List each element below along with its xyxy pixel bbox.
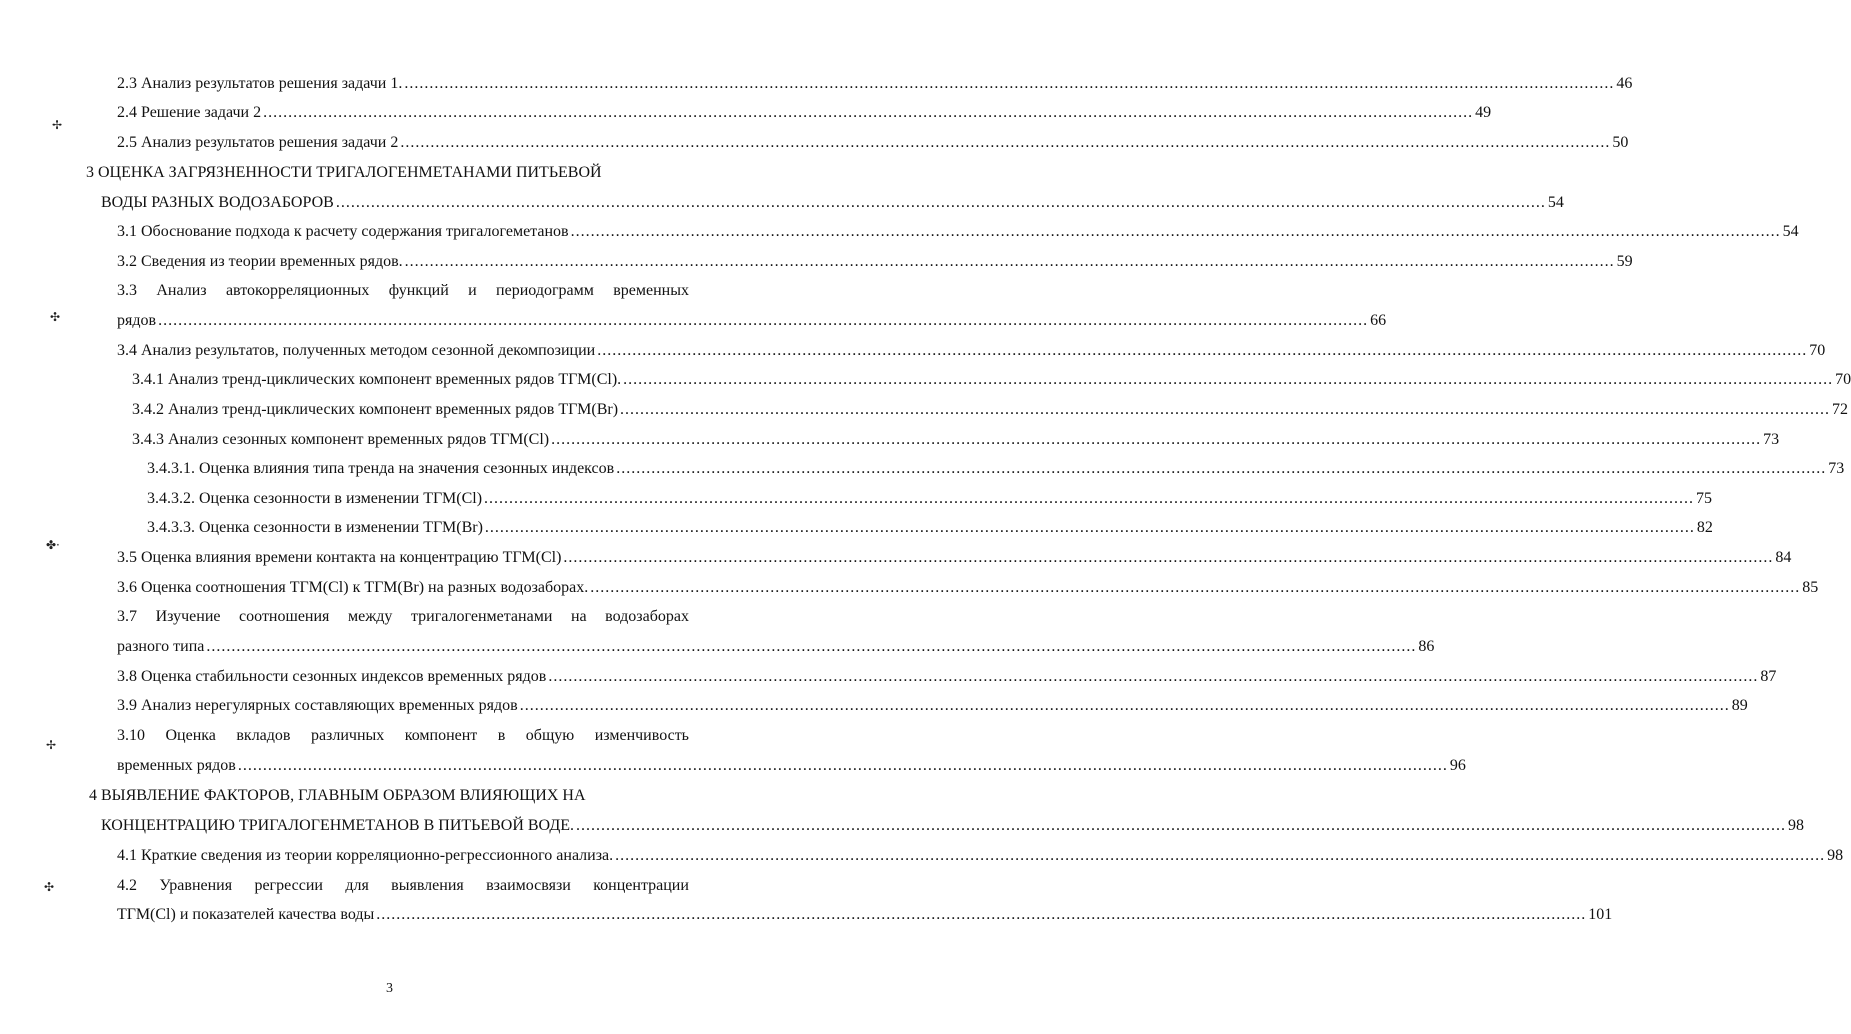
toc-entry-3-4-3-1 (147, 459, 1845, 479)
toc-word: водозаборах (605, 608, 689, 625)
toc-word: автокорреляционных (225, 282, 370, 299)
toc-page-number: 86 (1418, 638, 1435, 655)
toc-leader-dots (597, 341, 1807, 361)
toc-chapter-4-line-2 (101, 816, 1804, 836)
toc-word: тригалогенметанами (410, 608, 553, 625)
toc-entry-title: КОНЦЕНТРАЦИЮ ТРИГАЛОГЕНМЕТАНОВ В ПИТЬЕВОЙ ВОДЕ. (101, 817, 574, 834)
toc-page-number: 72 (1832, 401, 1849, 418)
toc-leader-dots (590, 578, 1800, 598)
toc-page-number: 50 (1612, 134, 1629, 151)
toc-entry-title: 3.4.3.1. Оценка влияния типа тренда на значения сезонных индексов (147, 460, 615, 477)
toc-entry-title: 3.4.3.3. Оценка сезонности в изменении ТГМ(Br) (147, 519, 483, 536)
toc-chapter-3-line-2 (101, 193, 1564, 213)
toc-entry-title: ВОДЫ РАЗНЫХ ВОДОЗАБОРОВ (101, 194, 334, 211)
toc-entry-3-4-1 (132, 370, 1851, 390)
toc-entry-3-10-line-2 (117, 756, 1466, 776)
toc-entry-3-4-3-2 (147, 489, 1713, 509)
toc-leader-dots (576, 816, 1786, 836)
toc-entry-title: 2.5 Анализ результатов решения задачи 2 (117, 134, 399, 151)
toc-leader-dots (376, 905, 1586, 925)
toc-word: Уравнения (159, 877, 233, 894)
toc-entry-3-3-line-2 (117, 311, 1387, 331)
toc-word: 4.2 (117, 877, 137, 894)
toc-entry-title: 2.4 Решение задачи 2 (117, 104, 262, 121)
toc-leader-dots (400, 133, 1610, 153)
toc-word: изменчивость (594, 727, 689, 744)
toc-word: функций (388, 282, 449, 299)
toc-entry-4-2-line-2 (117, 905, 1613, 925)
scan-speck: ✢ (46, 738, 57, 752)
toc-page-number: 98 (1827, 847, 1844, 864)
toc-page-number: 85 (1802, 579, 1819, 596)
toc-entry-title: 3.4.3.2. Оценка сезонности в изменении ТГМ(Cl) (147, 490, 483, 507)
toc-entry-title: разного типа (117, 638, 205, 655)
toc-entry-3-7-line-2 (117, 637, 1435, 657)
toc-word: между (347, 608, 393, 625)
toc-page-number: 84 (1775, 549, 1792, 566)
toc-leader-dots (238, 756, 1448, 776)
toc-entry-title: 3.4 Анализ результатов, полученных методом сезонной декомпозиции (117, 342, 596, 359)
toc-page-number: 54 (1547, 194, 1564, 211)
toc-entry-3-9 (117, 696, 1748, 716)
toc-word: различных (310, 727, 385, 744)
toc-entry-title: 3.4.2 Анализ тренд-циклических компонент временных рядов ТГМ(Br) (132, 401, 619, 418)
toc-page-number: 101 (1588, 906, 1613, 923)
toc-page-number: 70 (1835, 371, 1851, 388)
toc-leader-dots (563, 548, 1773, 568)
toc-word: Изучение (155, 608, 221, 625)
toc-page-number: 87 (1760, 668, 1777, 685)
scan-speck: ✣ (44, 880, 55, 894)
toc-leader-dots (571, 222, 1781, 242)
toc-entry-2-4 (117, 103, 1492, 123)
toc-word: 3.7 (117, 608, 137, 625)
toc-entry-3-6 (117, 578, 1819, 598)
toc-entry-4-2-line-1 (117, 876, 689, 896)
toc-entry-3-5 (117, 548, 1792, 568)
toc-leader-dots (263, 103, 1473, 123)
toc-word: концентрации (593, 877, 689, 894)
toc-entry-3-2 (117, 252, 1633, 272)
toc-word: соотношения (239, 608, 330, 625)
toc-page-number: 89 (1731, 697, 1748, 714)
toc-word: общую (525, 727, 575, 744)
toc-entry-title: 3.4.1 Анализ тренд-циклических компонент временных рядов ТГМ(Cl). (132, 371, 622, 388)
toc-page-number: 75 (1696, 490, 1713, 507)
toc-leader-dots (620, 400, 1830, 420)
toc-leader-dots (548, 667, 1758, 687)
toc-entry-title: 3.6 Оценка соотношения ТГМ(Cl) к ТГМ(Br) на разных водозаборах. (117, 579, 589, 596)
toc-page-number: 46 (1616, 75, 1633, 92)
toc-entry-title: 3.4.3 Анализ сезонных компонент временных рядов ТГМ(Cl) (132, 431, 550, 448)
toc-entry-title: 4.1 Краткие сведения из теории корреляционно-регрессионного анализа. (117, 847, 614, 864)
toc-leader-dots (336, 193, 1546, 213)
toc-leader-dots (405, 252, 1615, 272)
toc-leader-dots (206, 637, 1416, 657)
toc-leader-dots (404, 74, 1614, 94)
toc-leader-dots (485, 518, 1695, 538)
toc-entry-3-4-3 (132, 430, 1780, 450)
page-number: 3 (386, 981, 393, 996)
toc-page-number: 96 (1449, 757, 1466, 774)
toc-leader-dots (623, 370, 1833, 390)
toc-leader-dots (551, 430, 1761, 450)
toc-word: регрессии (254, 877, 323, 894)
toc-word: Оценка (165, 727, 216, 744)
toc-page-number: 59 (1616, 253, 1633, 270)
toc-entry-3-10-line-1 (117, 726, 689, 746)
toc-word: 3.10 (117, 727, 145, 744)
toc-page-number: 54 (1782, 223, 1799, 240)
toc-word: для (345, 877, 369, 894)
toc-word: на (570, 608, 587, 625)
toc-entry-3-4 (117, 341, 1826, 361)
toc-entry-3-4-2 (132, 400, 1849, 420)
scan-speck: ✤· (46, 538, 60, 552)
toc-entry-3-3-line-1 (117, 281, 689, 301)
toc-entry-3-7-line-1 (117, 607, 689, 627)
toc-entry-title: ТГМ(Cl) и показателей качества воды (117, 906, 375, 923)
toc-entry-4-1 (117, 846, 1844, 866)
toc-word: периодограмм (496, 282, 594, 299)
toc-word: временных (613, 282, 689, 299)
scan-speck: ✣ (50, 310, 61, 324)
toc-page-number: 49 (1475, 104, 1492, 121)
toc-entry-3-1 (117, 222, 1799, 242)
toc-entry-2-5 (117, 133, 1629, 153)
toc-entry-title: 3.9 Анализ нерегулярных составляющих временных рядов (117, 697, 518, 714)
toc-entry-3-4-3-3 (147, 518, 1713, 538)
toc-entry-2-3 (117, 74, 1633, 94)
toc-leader-dots (520, 696, 1730, 716)
toc-entry-3-8 (117, 667, 1777, 687)
toc-leader-dots (616, 459, 1826, 479)
toc-page-number: 73 (1763, 431, 1780, 448)
toc-page-number: 70 (1809, 342, 1826, 359)
toc-page-number: 66 (1370, 312, 1387, 329)
toc-word: 3.3 (117, 282, 137, 299)
toc-entry-title: 3.2 Сведения из теории временных рядов. (117, 253, 403, 270)
toc-entry-title: 3.5 Оценка влияния времени контакта на концентрацию ТГМ(Cl) (117, 549, 562, 566)
scan-speck: ✢ (52, 118, 63, 132)
toc-word: и (468, 282, 477, 299)
toc-page-number: 73 (1828, 460, 1845, 477)
toc-word: Анализ (156, 282, 207, 299)
toc-word: в (497, 727, 506, 744)
toc-page-number: 82 (1696, 519, 1713, 536)
toc-leader-dots (484, 489, 1694, 509)
toc-entry-title: 2.3 Анализ результатов решения задачи 1. (117, 75, 403, 92)
toc-word: компонент (404, 727, 478, 744)
toc-leader-dots (615, 846, 1825, 866)
toc-word: вкладов (236, 727, 291, 744)
toc-page-number: 98 (1788, 817, 1804, 834)
toc-word: выявления (391, 877, 464, 894)
toc-word: взаимосвязи (486, 877, 571, 894)
toc-chapter-4-line-1: 4 ВЫЯВЛЕНИЕ ФАКТОРОВ, ГЛАВНЫМ ОБРАЗОМ ВЛИЯЮЩИХ НА (89, 787, 586, 804)
toc-entry-title: 3.1 Обоснование подхода к расчету содержания тригалогеметанов (117, 223, 569, 240)
toc-entry-title: рядов (117, 312, 157, 329)
toc-entry-title: временных рядов (117, 757, 236, 774)
toc-entry-title: 3.8 Оценка стабильности сезонных индексов временных рядов (117, 668, 547, 685)
toc-chapter-3-line-1: 3 ОЦЕНКА ЗАГРЯЗНЕННОСТИ ТРИГАЛОГЕНМЕТАНАМИ ПИТЬЕВОЙ (86, 164, 602, 181)
toc-leader-dots (158, 311, 1368, 331)
